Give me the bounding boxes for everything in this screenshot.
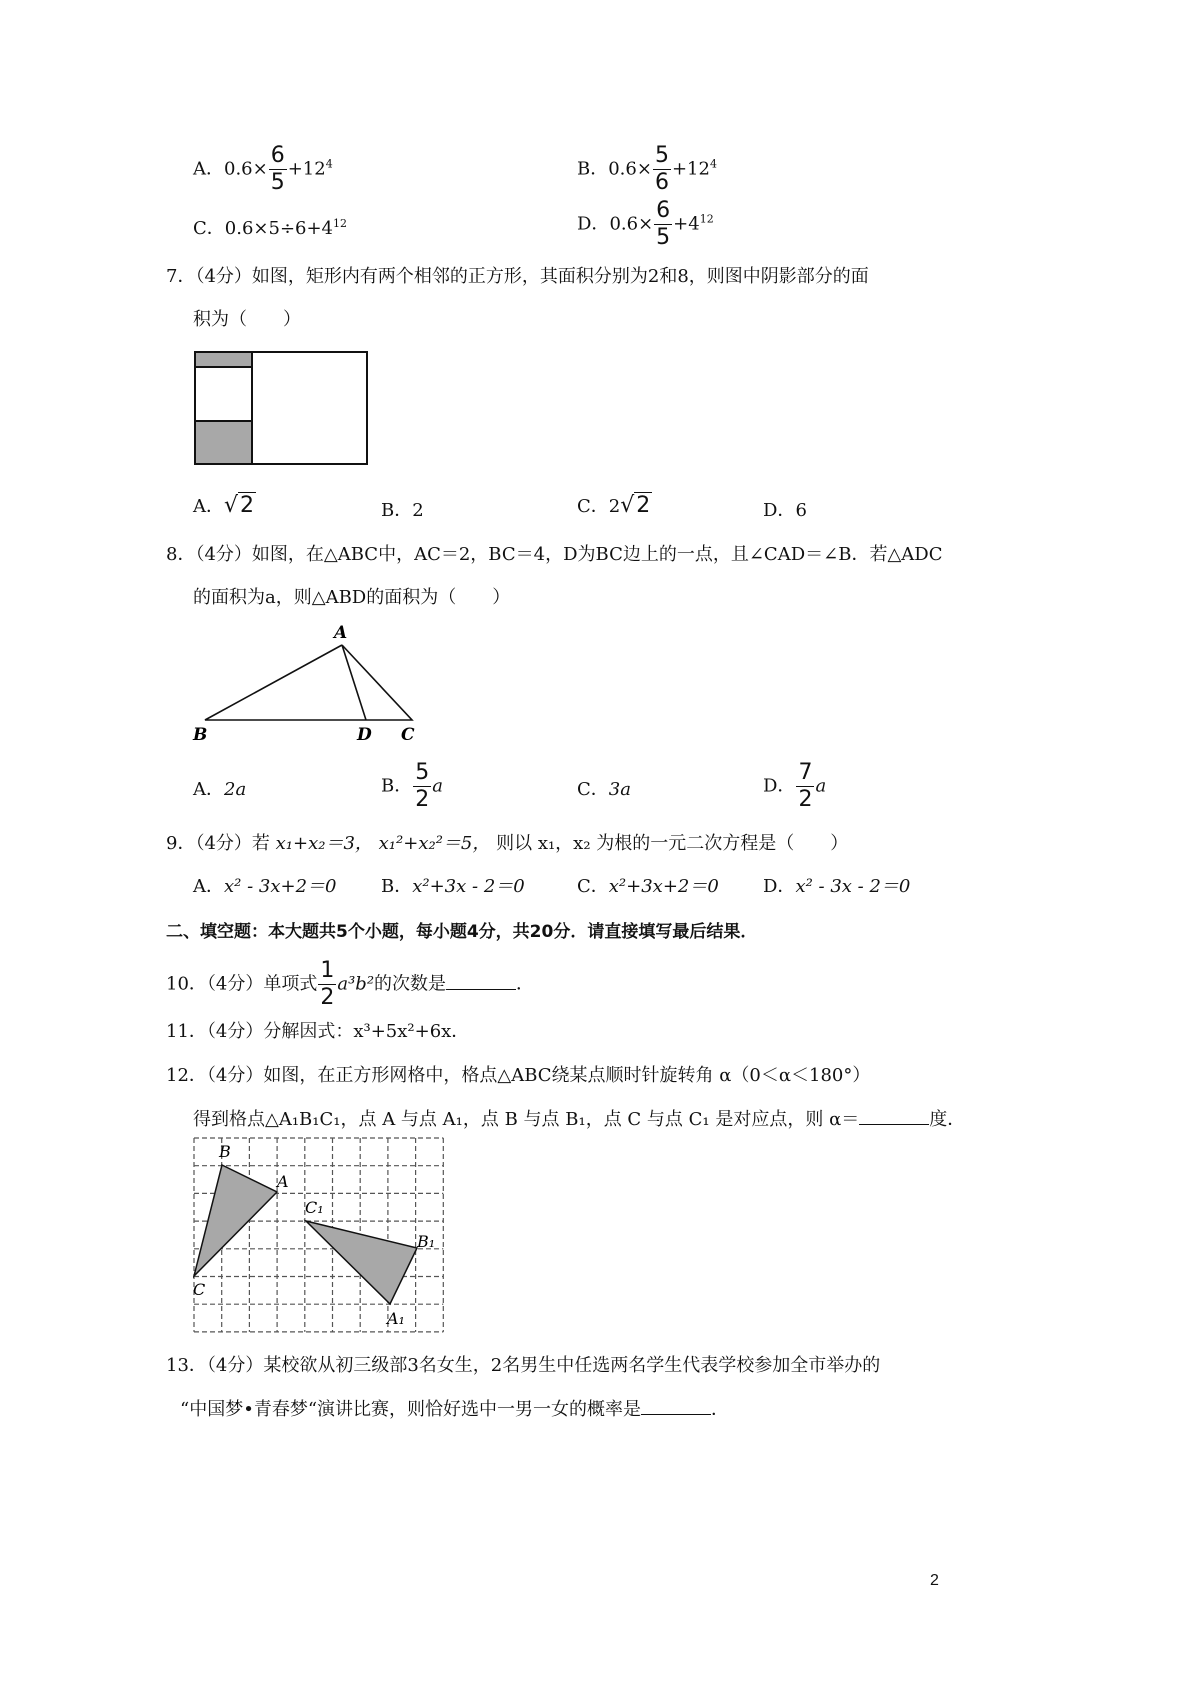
q7-option-d: D．6 <box>763 500 807 521</box>
triangle-a1b1c1 <box>306 1221 417 1304</box>
q6-option-a: A．0.6× $\frac{6}{5}$ $+12^4$ <box>193 143 333 195</box>
q7-line2: 积为（ ） <box>193 309 301 330</box>
q8-option-b: B． $\frac{5}{2}$ a <box>381 760 443 812</box>
answer-blank <box>641 1396 711 1415</box>
q8-option-a: A．2a <box>193 779 247 800</box>
q12-line2: 得到格点△A₁B₁C₁，点 A 与点 A₁，点 B 与点 B₁，点 C 与点 C₁ 是对应点，则 α＝ 度． <box>193 1105 965 1131</box>
q9-stem: 9．（4分）若 x₁+x₂＝3， x₁²+x₂²＝5， 则以 x₁，x₂ 为根的一元二次方程是（ ） <box>166 833 849 854</box>
fraction: $\frac{6}{5}$ <box>270 143 285 195</box>
section-2-heading: 二、填空题：本大题共5个小题，每小题4分，共20分．请直接填写最后结果． <box>166 922 758 942</box>
q12-grid-figure <box>193 1137 447 1333</box>
page-number: 2 <box>930 1572 939 1589</box>
q8-option-d: D． $\frac{7}{2}$ a <box>763 760 827 812</box>
sqrt: √2 <box>224 493 255 518</box>
label-d: D <box>357 725 372 745</box>
fraction: $\frac{5}{6}$ <box>654 143 669 195</box>
label-a1: A₁ <box>387 1309 405 1328</box>
shaded-bottom <box>195 421 252 464</box>
sqrt: √2 <box>620 493 651 518</box>
q13-line2: “中国梦•青春梦“演讲比赛，则恰好选中一男一女的概率是 ． <box>180 1395 729 1421</box>
label-b1: B₁ <box>417 1232 436 1251</box>
q9-option-c: C．x²+3x+2＝0 <box>577 876 719 897</box>
q10: 10．（4分）单项式 $\frac{1}{2}$ a³b²的次数是 ． <box>166 958 535 1010</box>
q6-option-c: C．$0.6\times 5\div 6+4^{12}$ <box>193 217 348 239</box>
q8-line2: 的面积为a，则△ABD的面积为（ ） <box>193 587 511 608</box>
label-b: B <box>219 1142 231 1161</box>
q8-triangle-figure <box>185 620 430 750</box>
fraction: $\frac{1}{2}$ <box>320 958 335 1010</box>
label-a: A <box>277 1172 289 1191</box>
q8-line1: 8．（4分）如图，在△ABC中，AC＝2，BC＝4，D为BC边上的一点，且∠CAD＝∠B．若△ADC <box>166 544 943 565</box>
q9-option-a: A．x² - 3x+2＝0 <box>193 876 337 897</box>
label-c: C <box>401 725 415 745</box>
fraction: $\frac{5}{2}$ <box>415 760 430 812</box>
small-square <box>195 367 252 421</box>
label-c1: C₁ <box>305 1198 324 1217</box>
fraction: $\frac{6}{5}$ <box>656 198 671 250</box>
q9-option-b: B．x²+3x - 2＝0 <box>381 876 525 897</box>
label-c: C <box>193 1280 206 1299</box>
q6-option-b: B．0.6× $\frac{5}{6}$ $+12^4$ <box>577 143 717 195</box>
answer-blank <box>446 971 516 990</box>
q7-option-c: C．2√2 <box>577 493 651 518</box>
shaded-top <box>195 352 252 367</box>
q6-option-d: D．0.6× $\frac{6}{5}$ $+4^{12}$ <box>577 198 714 250</box>
q9-option-d: D．x² - 3x - 2＝0 <box>763 876 911 897</box>
q11: 11．（4分）分解因式：x³+5x²+6x． <box>166 1021 470 1042</box>
q7-line1: 7．（4分）如图，矩形内有两个相邻的正方形，其面积分别为2和8，则图中阴影部分的面 <box>166 266 869 287</box>
q7-option-b: B．2 <box>381 500 424 521</box>
q13-line1: 13．（4分）某校欲从初三级部3名女生，2名男生中任选两名学生代表学校参加全市举办的 <box>166 1355 881 1376</box>
q8-option-c: C．3a <box>577 779 631 800</box>
q7-figure <box>190 348 372 468</box>
label-a: A <box>334 623 348 643</box>
fraction: $\frac{7}{2}$ <box>798 760 813 812</box>
label-b: B <box>193 725 208 745</box>
q7-option-a: A．√2 <box>193 493 255 518</box>
answer-blank <box>859 1106 929 1125</box>
q12-line1: 12．（4分）如图，在正方形网格中，格点△ABC绕某点顺时针旋转角 α（0＜α＜180°） <box>166 1065 871 1086</box>
